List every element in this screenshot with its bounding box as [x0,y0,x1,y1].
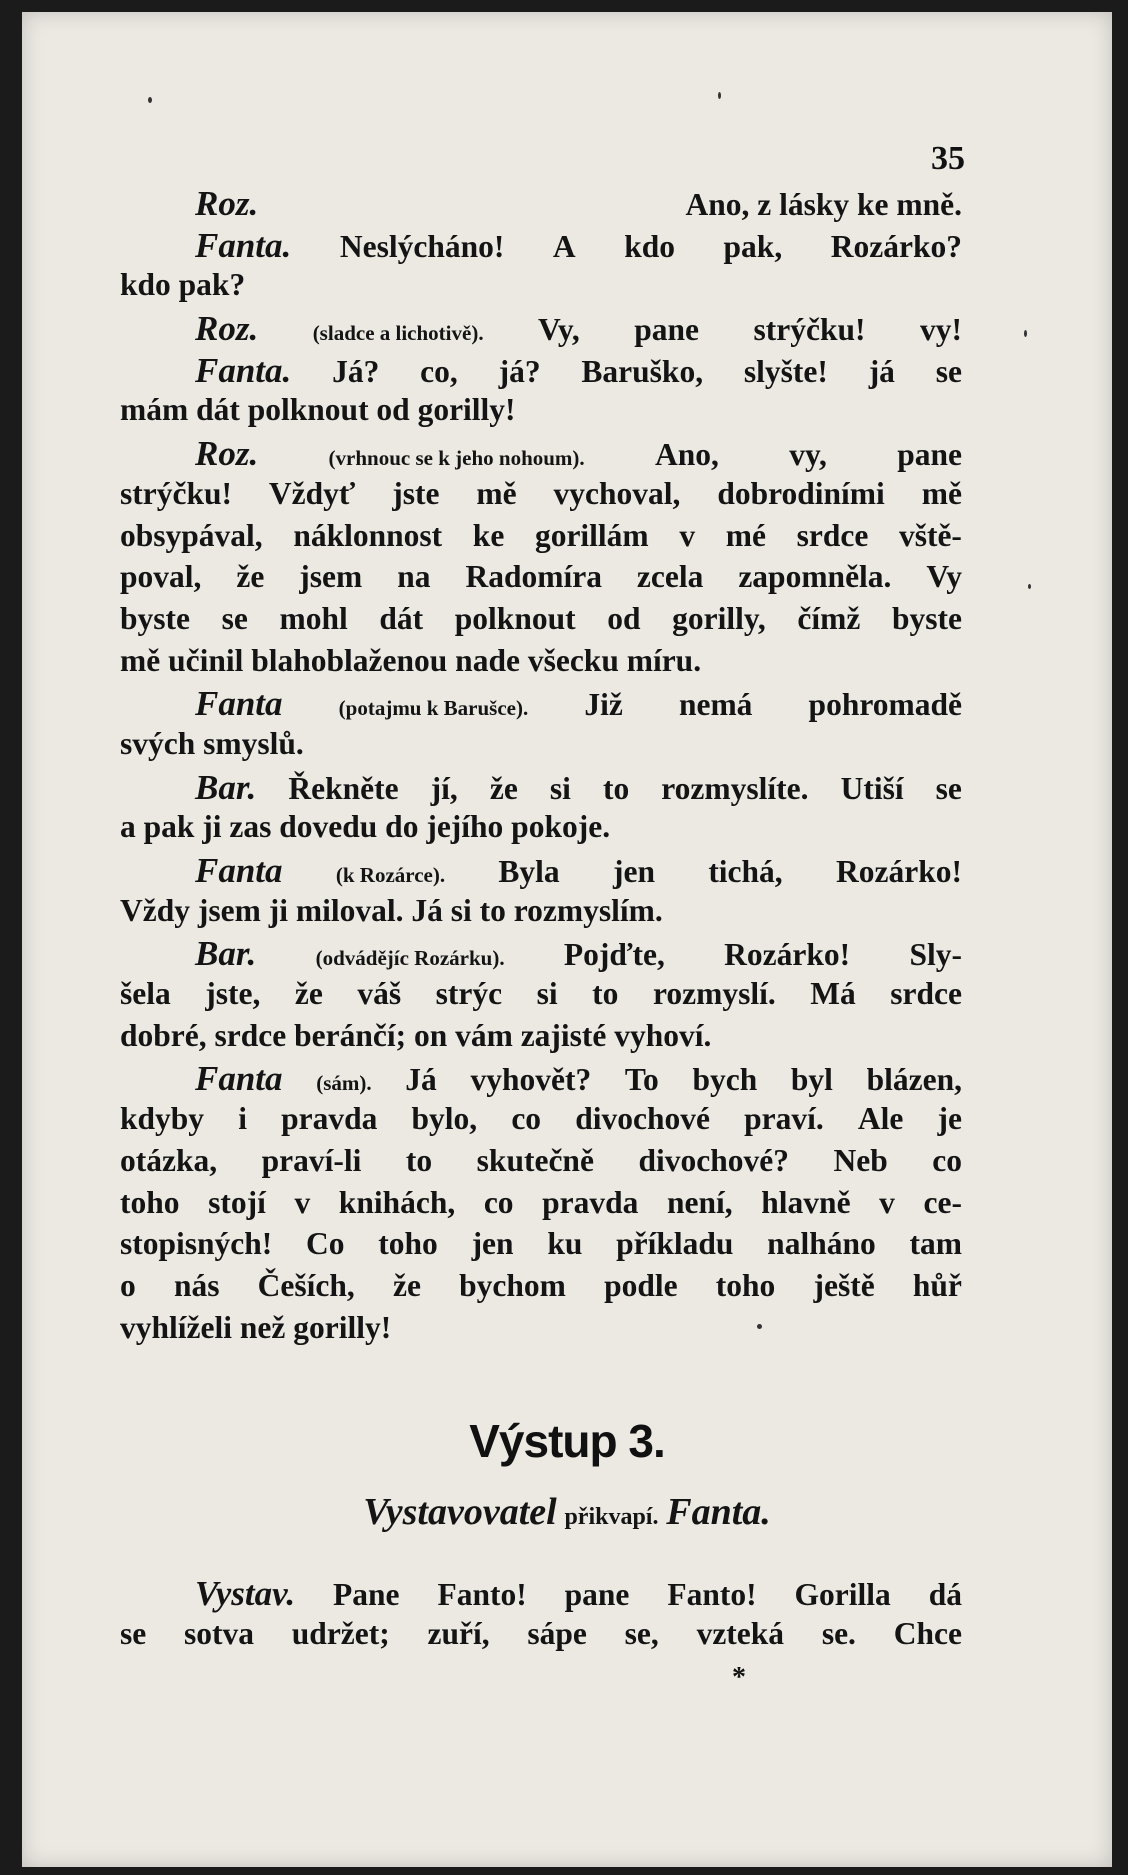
word: Neb [833,1142,888,1178]
word: strýčku! [753,312,866,348]
speaker-name: Roz. [195,309,259,349]
word: mohl [279,600,348,636]
speaker-name: Fanta. [195,225,292,265]
word: co [483,1184,514,1220]
word: se [935,353,962,389]
word: pravda [281,1101,378,1137]
word: dobrodiními [717,475,885,511]
word: dá [928,1577,962,1612]
word: Ano, [655,437,719,473]
text-line [120,1310,962,1352]
text-line [120,309,962,351]
word: rozmyslí. [652,976,776,1012]
word: blázen, [866,1062,962,1098]
word: v [679,517,696,553]
stage-direction: přikvapí. [564,1504,659,1530]
word: nás [173,1267,220,1303]
word: Již [584,687,623,723]
text-line [120,726,962,768]
word: udržet; [291,1615,390,1651]
word: příkladu [616,1226,734,1262]
text-line [120,768,962,810]
text-line [120,1018,962,1060]
word: bych [692,1062,758,1098]
word: o [120,1267,136,1303]
text-line [120,1268,962,1310]
word: vychoval, [553,475,681,511]
word: si [549,770,571,806]
speaker-name: Fanta [195,684,283,724]
text-line [120,851,962,893]
word: To [624,1062,659,1098]
word: kdo [624,228,675,264]
stage-direction: (vrhnouc se k jeho nohoum). [328,446,585,471]
text-line [120,1059,962,1101]
book-page [22,12,1112,1867]
word: dát [379,600,424,636]
text-line [120,1185,962,1227]
word: co, [420,353,458,389]
text-line [120,1101,962,1143]
word: Vždyť [268,475,356,511]
word: Sly- [909,937,962,973]
text-line [120,434,962,476]
word: váš [357,976,402,1012]
word: to [602,770,630,806]
word: se, [624,1615,659,1651]
word: otázka, [120,1142,218,1178]
word: ještě [813,1267,875,1303]
person-name: Fanta. [666,1491,771,1533]
word: podle [604,1267,678,1303]
speaker-name: Bar. [195,934,257,974]
word: jste [392,475,440,511]
word: Já? [332,353,380,389]
person-name: Vystavovatel [363,1491,557,1533]
word: se [935,770,962,806]
word: obsypával, [120,517,263,553]
word: nemá [678,687,753,723]
word: že [236,559,265,595]
word: Řekněte [288,770,399,806]
word: Byla [498,854,560,889]
word: byl [790,1062,833,1098]
word: šela [120,976,171,1012]
word: vy, [789,437,827,473]
word: praví-li [261,1142,362,1178]
word: kdyby [120,1101,205,1137]
word: toho [378,1226,438,1262]
word: Rozárko? [830,228,962,264]
word: se [221,600,248,636]
stage-direction: (k Rozárce). [335,863,446,887]
word: srdce [796,517,869,553]
word: zcela [636,559,704,595]
text-line [120,809,962,851]
word: Vy, [538,312,580,348]
word: vzteká [696,1615,785,1651]
word: na [397,559,431,595]
word: co [511,1101,542,1137]
word: svých smyslů. [120,725,304,761]
word: co [932,1142,962,1178]
word: sotva [184,1615,255,1651]
word: strýc [435,976,503,1012]
word: není, [667,1184,733,1220]
dialogue-text-continued [120,1574,962,1657]
word: polknout [454,600,576,636]
word: slyšte! [743,353,828,389]
word: mé [725,517,766,553]
word: strýčku! [120,475,232,511]
word: ke [472,517,505,553]
page-number: 35 [931,140,965,177]
text-line [120,1574,962,1616]
text-line [120,267,962,309]
word: Baruško, [581,353,704,389]
speaker-name: Fanta. [195,350,292,390]
word: Má [810,976,856,1012]
word: i [238,1101,247,1137]
word: Vždy jsem ji miloval. Já si to rozmyslím. [120,892,663,928]
word: že [489,770,518,806]
word: tichá, [708,854,783,889]
ink-speck [1028,584,1031,589]
word: dobré, srdce beránčí; on vám zajisté vyhoví. [120,1017,712,1053]
word: knihách, [338,1184,456,1220]
word: rozmyslíte. [661,770,809,806]
text-line [120,1616,962,1658]
word: poval, [120,559,202,595]
footnote-mark: * [732,1662,746,1693]
word: zapomněla. [738,559,892,595]
word: Češích, [257,1267,355,1303]
word: si [536,976,558,1012]
word: ku [547,1226,583,1262]
word: toho [120,1184,180,1220]
word: Ale [857,1101,904,1137]
word: bylo, [411,1101,478,1137]
word: pravda [542,1184,639,1220]
speaker-name: Roz. [195,184,259,223]
word: sápe [527,1615,587,1651]
stage-direction: (sám). [316,1071,372,1096]
word: vyhovět? [470,1062,592,1098]
word: vyhlíželi než gorilly! [120,1309,392,1345]
word: mám dát polknout od gorilly! [120,392,516,428]
word: Radomíra [465,559,602,595]
word: ce- [923,1184,962,1220]
word: mě učinil blahoblaženou nade všecku míru. [120,642,702,678]
ink-speck [1024,330,1027,337]
text-line [120,893,962,935]
word: divochové [575,1101,710,1137]
speaker-name: Fanta [195,851,283,890]
word: mě [476,475,517,511]
ink-speck [718,92,721,99]
ink-speck [757,1324,762,1329]
text-line [120,226,962,268]
word: hůř [912,1267,962,1303]
word: pane [897,437,962,473]
word: pane [564,1577,630,1612]
stage-direction: (sladce a lichotivě). [312,321,484,346]
word: od [607,600,641,636]
text-line [120,976,962,1018]
word: Gorilla [794,1577,891,1612]
word: stojí [208,1184,266,1220]
speaker-name: Bar. [195,767,257,807]
word: divochové? [638,1142,789,1178]
text-line [120,601,962,643]
word: Pojďte, [563,937,665,973]
word: Rozárko! [724,937,851,973]
word: já [868,353,895,389]
word: byste [120,600,190,636]
word: mě [921,475,962,511]
text-line [120,184,962,226]
word: jste, [205,976,261,1012]
word: stopisných! [120,1226,273,1262]
scene-heading: Výstup 3. [469,1415,665,1467]
speaker-name: Fanta [195,1059,283,1099]
word: jen [613,854,655,889]
word: A [552,228,576,264]
stage-direction: (odvádějíc Rozárku). [315,946,505,971]
word: kdo pak? [120,267,246,303]
text-line [120,1226,962,1268]
word: nalháno [767,1226,876,1262]
word: praví. [744,1101,824,1137]
word: jen [471,1226,514,1262]
speaker-name: Vystav. [195,1574,296,1613]
word: Chce [893,1615,962,1651]
text-line [120,476,962,518]
word: a pak ji zas dovedu do jejího pokoje. [120,809,611,845]
scene-persons [22,1490,1112,1534]
dialogue-text [120,184,962,1351]
stage-direction: (potajmu k Barušce). [338,696,529,721]
text-line [120,643,962,685]
word: náklonnost [293,517,443,553]
word: v [294,1184,311,1220]
word: jsem [299,559,363,595]
word: se. [821,1615,856,1651]
word: že [392,1267,421,1303]
word: Pane [333,1577,400,1612]
word: tam [909,1226,962,1262]
speaker-name: Roz. [195,434,259,474]
word: Já [405,1062,437,1098]
word: čímž [797,600,861,636]
word: hlavně [761,1184,851,1220]
word: gorilly, [672,600,766,636]
word: je [937,1101,962,1137]
text-line [120,559,962,601]
word: gorillám [534,517,649,553]
word: já? [498,353,541,389]
word: byste [891,600,962,636]
word: Fanto! [437,1577,527,1612]
word: bychom [459,1267,566,1303]
word: se [120,1615,147,1651]
word: Utiší [840,770,904,806]
word: srdce [890,976,962,1012]
word: vště- [898,517,962,553]
word: pane [634,312,700,348]
word: pohromadě [808,687,962,723]
ink-speck [148,97,152,103]
word: toho [715,1267,776,1303]
word: pak, [723,228,783,264]
word: to [592,976,619,1012]
word: jí, [430,770,458,806]
text-line [120,392,962,434]
text-line [120,934,962,976]
word: Rozárko! [836,854,962,889]
word: Fanto! [667,1577,757,1612]
word: Ano, z lásky ke mně. [685,187,962,222]
text-line [120,351,962,393]
word: skutečně [476,1142,594,1178]
word: Neslýcháno! [339,228,505,264]
word: Vy [926,559,962,595]
word: v [879,1184,895,1220]
text-line [120,518,962,560]
text-line [120,684,962,726]
word: zuří, [427,1615,490,1651]
word: že [294,976,323,1012]
text-line [120,1143,962,1185]
word: vy! [919,312,962,348]
word: to [405,1142,433,1178]
word: Co [306,1226,345,1262]
